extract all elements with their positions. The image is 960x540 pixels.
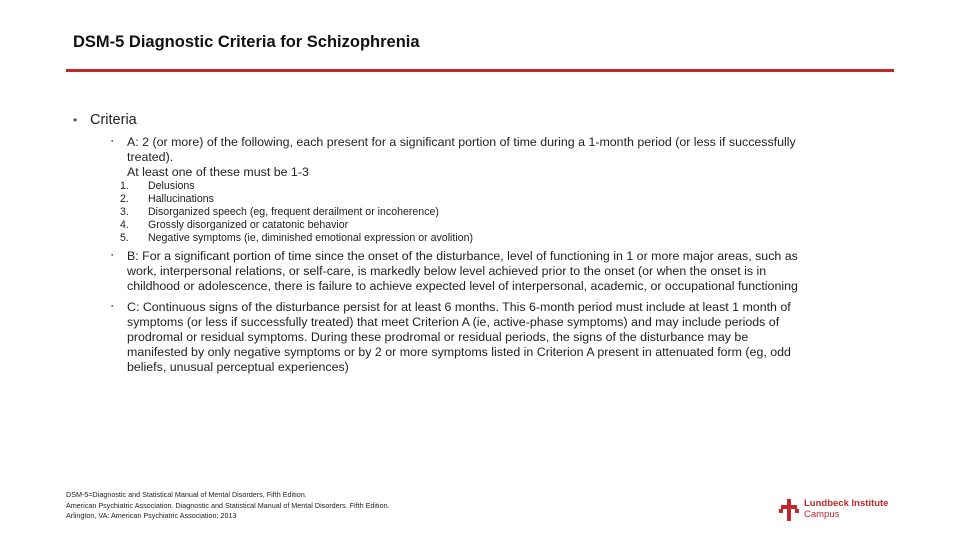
footer-line: Arlington, VA: American Psychiatric Association; 2013: [66, 511, 237, 520]
list-text: Disorganized speech (eg, frequent derailment or incoherence): [148, 206, 439, 218]
footer-line: American Psychiatric Association. Diagnostic and Statistical Manual of Mental Disorders. Fifth Edition.: [66, 500, 390, 510]
level1-heading: Criteria: [90, 112, 137, 128]
criterion-c-line: prodromal or residual symptoms. During these prodromal or residual periods, the signs of the disturbance may be: [127, 330, 749, 344]
list-text: Delusions: [148, 180, 195, 192]
list-text: Hallucinations: [148, 193, 214, 205]
list-number: 1.: [120, 180, 129, 192]
criterion-a-line: A: 2 (or more) of the following, each present for a significant portion of time during a 1-month period (or less if successfully: [127, 135, 796, 149]
criterion-b-line: childhood or adolescence, there is failure to achieve expected level of interpersonal, academic, or occupational functioning: [127, 279, 798, 293]
list-text: Grossly disorganized or catatonic behavior: [148, 219, 349, 231]
logo-name: Lundbeck Institute: [804, 498, 889, 509]
criterion-b-line: work, interpersonal relations, or self-care, is markedly below level achieved prior to the onset (or when the onset is in: [127, 264, 767, 278]
logo-subtitle: Campus: [804, 509, 840, 520]
list-item: [120, 180, 473, 193]
list-number: 2.: [120, 193, 129, 205]
criterion-c-line: manifested by only negative symptoms or by 2 or more symptoms listed in Criterion A present in attenuated form (eg, odd: [127, 345, 791, 359]
list-item: [120, 232, 473, 245]
footer-line: DSM-5=Diagnostic and Statistical Manual of Mental Disorders, Fifth Edition.: [66, 490, 307, 499]
lundbeck-cross-icon: [779, 499, 799, 521]
list-number: 5.: [120, 232, 129, 244]
list-number: 4.: [120, 219, 129, 231]
criterion-c-bullet: ▪: [111, 303, 114, 310]
criterion-a-line: treated).: [127, 150, 174, 164]
footer-references: [66, 490, 390, 522]
level1-bullet: •: [73, 113, 78, 127]
criterion-c-line: symptoms (or less if successfully treated) that meet Criterion A (ie, active-phase symptoms) and may include periods of: [127, 315, 780, 329]
criterion-a-line: At least one of these must be 1-3: [127, 165, 309, 179]
list-item: [120, 193, 473, 206]
criterion-a: [127, 135, 892, 180]
lundbeck-logo: [779, 498, 899, 522]
list-text: Negative symptoms (ie, diminished emotional expression or avolition): [148, 232, 474, 244]
criterion-a-bullet: ▪: [111, 138, 114, 145]
list-item: [120, 206, 473, 219]
criterion-c-line: C: Continuous signs of the disturbance persist for at least 6 months. This 6-month period must include at least 1 month of: [127, 300, 791, 314]
title-divider: [66, 69, 894, 72]
criterion-b-line: B: For a significant portion of time since the onset of the disturbance, level of functioning in 1 or more major areas, such as: [127, 249, 798, 263]
symptom-list: [120, 180, 473, 245]
slide-title: DSM-5 Diagnostic Criteria for Schizophrenia: [73, 33, 420, 51]
criterion-c: [127, 300, 892, 375]
criterion-b-bullet: ▪: [111, 252, 114, 259]
list-item: [120, 219, 473, 232]
list-number: 3.: [120, 206, 129, 218]
criterion-c-line: beliefs, unusual perceptual experiences): [127, 360, 349, 374]
criterion-b: [127, 249, 892, 294]
